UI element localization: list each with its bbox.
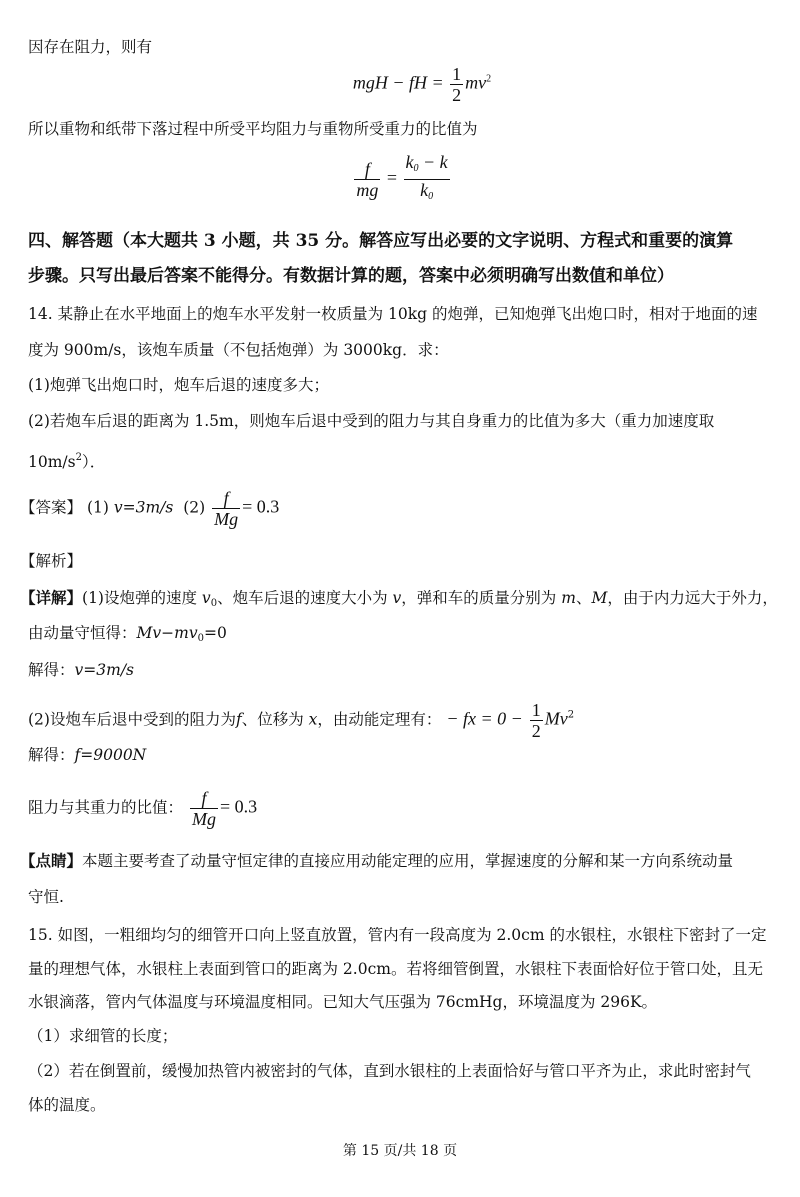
detail-text-c: ，弹和车的质量分别为	[401, 589, 557, 607]
eq1-numerator: 1	[452, 64, 462, 84]
energy-f: f	[235, 710, 242, 729]
q14-part-1: (1)炮弹飞出炮口时，炮车后退的速度多大；	[28, 376, 329, 394]
eq1-denominator: 2	[452, 85, 462, 105]
momentum-label: 由动量守恒得：	[28, 624, 137, 642]
q14-line-2: 度为 900m/s，该炮车质量（不包括炮弹）为 3000kg．求：	[28, 341, 449, 359]
q15-part-2-line-1: （2）若在倒置前，缓慢加热管内被密封的气体，直到水银柱的上表面恰好与管口平齐为止，求此时密封气	[28, 1062, 751, 1080]
eq1-fraction	[450, 64, 463, 105]
answer-label: 【答案】	[20, 498, 83, 517]
eq2-den-k: k	[420, 180, 429, 200]
q14-gravity-value: 10m/s	[28, 453, 76, 471]
section-heading-line-1: 四、解答题（本大题共 3 小题，共 35 分。解答应写出必要的文字说明、方程式和重要的演算	[28, 231, 734, 251]
momentum-eq-b: =0	[203, 624, 227, 642]
answer-fraction-numerator: f	[212, 488, 240, 509]
q14-gravity-exponent: 2	[75, 452, 82, 463]
energy-lhs: − fx = 0 −	[446, 708, 523, 729]
ratio-value: = 0.3	[219, 796, 258, 817]
energy-rhs: Mv	[544, 708, 568, 729]
answer-part-2-label: (2)	[183, 498, 206, 517]
solve-f-label: 解得：	[28, 746, 75, 764]
analysis-label: 【解析】	[20, 552, 83, 570]
energy-x: x	[308, 710, 318, 729]
comment-line-2: 守恒.	[28, 888, 64, 906]
detail-text-e: ，由于内力远大于外力，	[607, 589, 778, 607]
q15-line-2: 量的理想气体，水银柱上表面到管口的距离为 2.0cm。若将细管倒置，水银柱下表面恰好位于管口处，且无	[28, 960, 763, 978]
eq2-left-numerator: f	[354, 159, 380, 180]
energy-text-b: 、位移为	[241, 710, 304, 729]
detail-text-b: 、炮车后退的速度大小为	[217, 589, 388, 607]
eq2-den-k-sub: 0	[428, 191, 434, 202]
q15-part-2-line-2: 体的温度。	[28, 1096, 106, 1114]
equation-ratio	[0, 152, 800, 207]
section-heading-line-2: 步骤。只写出最后答案不能得分。有数据计算的题，答案中必须明确写出数值和单位）	[28, 266, 674, 286]
eq2-right-fraction	[404, 152, 450, 207]
ratio-fraction	[190, 788, 218, 829]
momentum-eq-sub: 0	[197, 633, 204, 644]
answer-fraction-denominator: Mg	[214, 509, 239, 529]
text-resistance: 因存在阻力，则有	[28, 38, 153, 56]
comment-text-1: 本题主要考查了动量守恒定律的直接应用动能定理的应用，掌握速度的分解和某一方向系统动量	[82, 852, 734, 870]
detail-label: 【详解】	[20, 588, 83, 607]
eq1-lhs: mgH − fH =	[352, 72, 444, 93]
answer-fraction	[212, 488, 240, 529]
eq1-rhs: mv	[465, 72, 487, 93]
text-ratio-intro: 所以重物和纸带下落过程中所受平均阻力与重物所受重力的比值为	[28, 120, 478, 138]
detail-M: M	[591, 589, 608, 607]
detail-text-a: (1)设炮弹的速度	[82, 589, 197, 607]
comment-line-1	[20, 850, 733, 872]
q15-line-3: 水银滴落，管内气体温度与环境温度相同。已知大气压强为 76cmHg，环境温度为 296K。	[28, 993, 658, 1011]
energy-line	[28, 700, 574, 741]
solve-v-value: v=3m/s	[74, 661, 134, 679]
answer-ratio-value: = 0.3	[242, 496, 280, 517]
ratio-label: 阻力与其重力的比值：	[28, 798, 184, 817]
detail-v0-sub: 0	[210, 598, 218, 609]
ratio-numerator: f	[190, 788, 218, 809]
page-footer: 第 15 页/共 18 页	[342, 1143, 458, 1159]
eq2-k0-sub: 0	[413, 163, 419, 174]
solve-v-line	[28, 659, 134, 681]
q14-part-2-end: ）．	[81, 453, 106, 471]
energy-numerator: 1	[531, 700, 541, 720]
ratio-line	[28, 788, 257, 829]
eq2-k0: k	[405, 152, 414, 172]
q15-line-1: 15. 如图，一粗细均匀的细管开口向上竖直放置，管内有一段高度为 2.0cm 的水银柱，水银柱下密封了一定	[28, 926, 767, 944]
q14-part-2: (2)若炮车后退的距离为 1.5m，则炮车后退中受到的阻力与其自身重力的比值为多大（重力加速度取	[28, 412, 715, 430]
ratio-denominator: Mg	[191, 809, 216, 829]
q14-part-2-tail	[28, 447, 105, 473]
eq2-right-denominator	[404, 180, 450, 207]
energy-text-c: ，由动能定理有：	[317, 710, 442, 729]
detail-v0: v	[201, 589, 211, 607]
detail-text-d: 、	[575, 589, 592, 607]
detail-v: v	[392, 589, 402, 607]
answer-part-1-label: (1)	[86, 498, 109, 517]
eq2-equals: =	[386, 167, 397, 188]
solve-v-label: 解得：	[28, 661, 75, 679]
solve-f-value: f=9000N	[74, 746, 147, 764]
momentum-eq-a: Mv−mv	[136, 624, 198, 642]
q14-answer	[20, 488, 279, 529]
eq2-right-numerator	[404, 152, 450, 180]
eq2-minus-k: − k	[418, 152, 448, 172]
energy-text-a: (2)设炮车后退中受到的阻力为	[28, 710, 236, 729]
eq2-left-denominator: mg	[356, 180, 379, 200]
detail-line-1	[20, 587, 778, 615]
energy-exponent: 2	[567, 709, 575, 721]
comment-label: 【点睛】	[20, 851, 83, 870]
equation-energy-balance	[0, 64, 800, 105]
detail-m: m	[561, 589, 576, 607]
solve-f-line	[28, 744, 146, 766]
eq1-exponent: 2	[486, 73, 492, 85]
energy-fraction	[530, 700, 543, 741]
momentum-line	[28, 622, 227, 650]
eq2-left-fraction	[354, 159, 380, 200]
answer-part-1-value: v=3m/s	[113, 498, 174, 517]
q14-line-1: 14. 某静止在水平地面上的炮车水平发射一枚质量为 10kg 的炮弹，已知炮弹飞出炮口时，相对于地面的速	[28, 305, 758, 323]
energy-denominator: 2	[531, 721, 541, 741]
q15-part-1: （1）求细管的长度；	[28, 1027, 178, 1045]
